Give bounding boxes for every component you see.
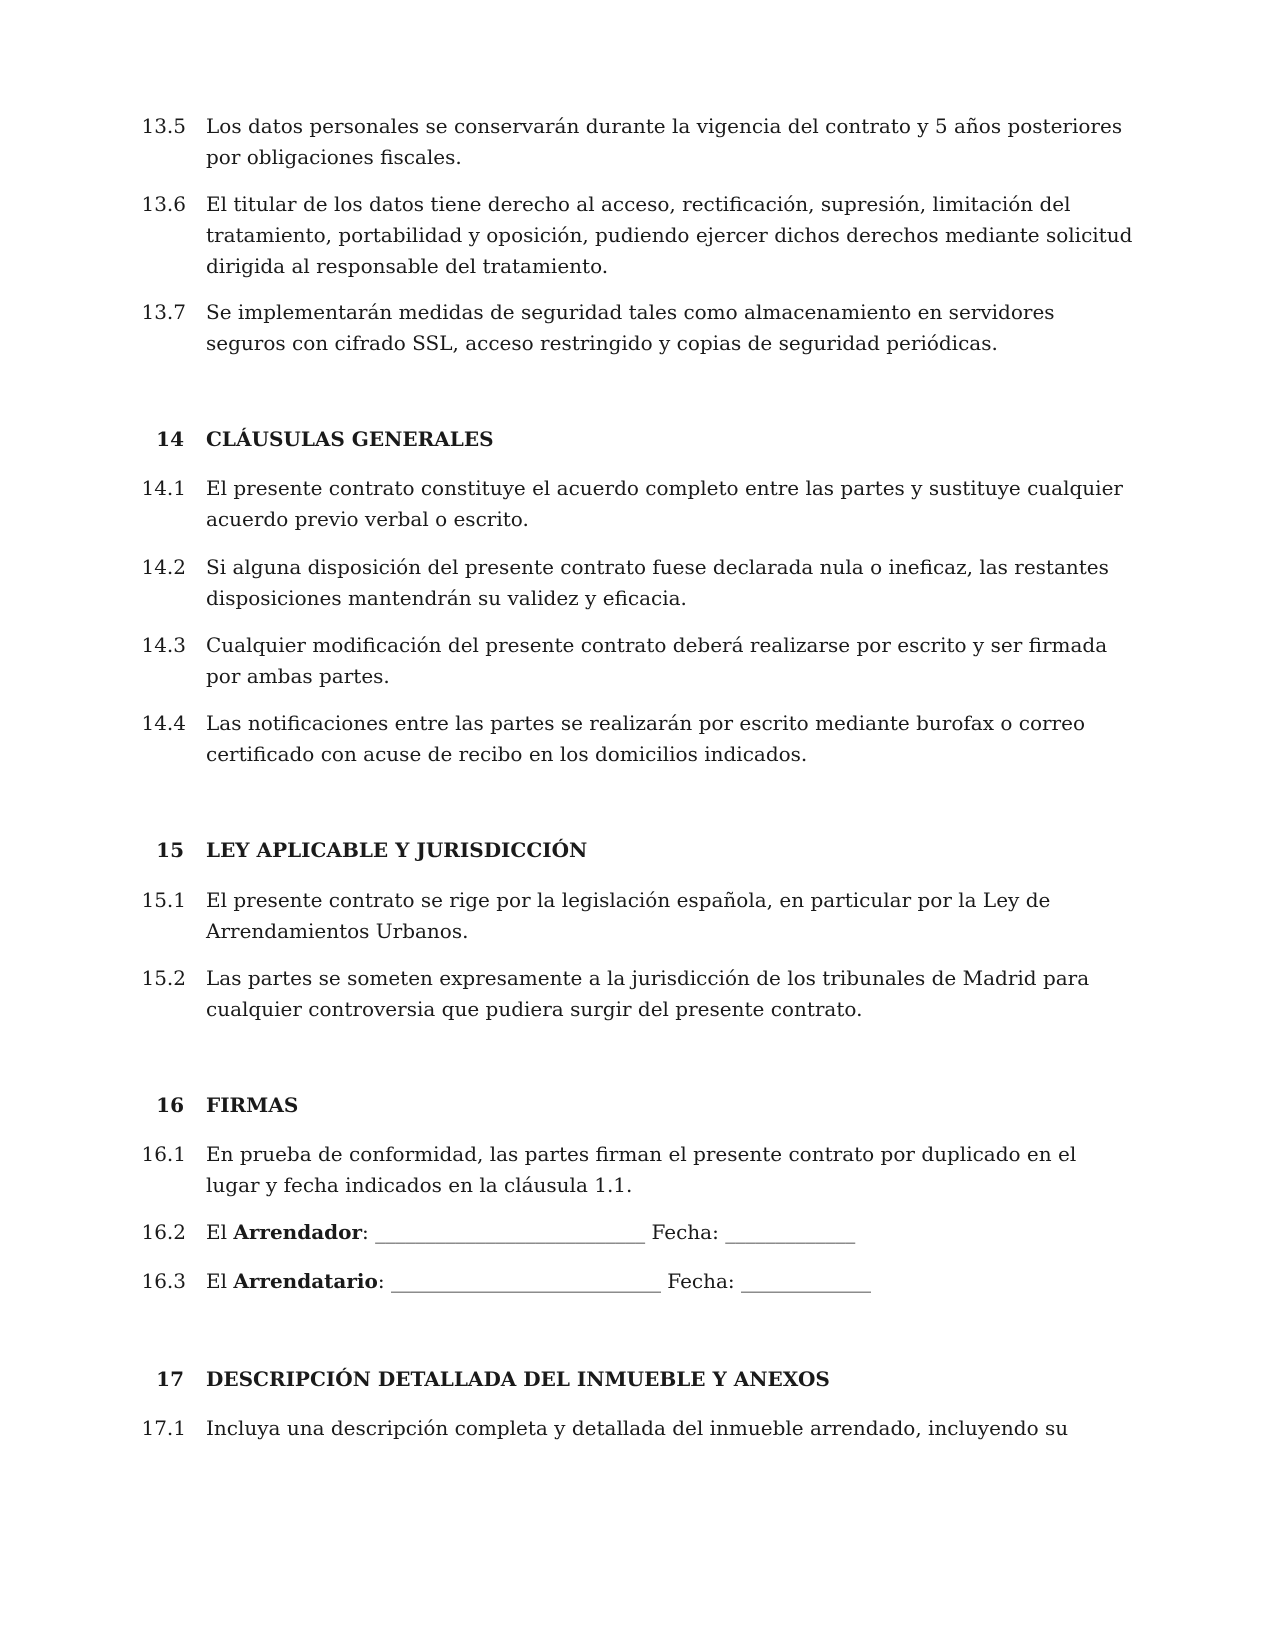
- clause-number: 14.1: [141, 476, 186, 500]
- clause-text: Incluya una descripción completa y detallada del inmueble arrendado, incluyendo su: [206, 1416, 1069, 1440]
- section-title: FIRMAS: [206, 1093, 299, 1117]
- clause-text: Las partes se someten expresamente a la jurisdicción de los tribunales de Madrid para cualquier controversia que pudiera surgir del presente contrato.: [206, 966, 1090, 1021]
- section-number: 17: [156, 1367, 184, 1391]
- clause-number: 14.2: [141, 555, 186, 579]
- clause-text: Las notificaciones entre las partes se realizarán por escrito mediante burofax o correo certificado con acuse de recibo en los domicilios indicados.: [206, 711, 1085, 766]
- date-blank: Fecha: _____________: [651, 1220, 856, 1244]
- clause-text: El presente contrato constituye el acuerdo completo entre las partes y sustituye cualquier acuerdo previo verbal o escrito.: [206, 476, 1123, 531]
- clause-number: 16.2: [141, 1220, 186, 1244]
- section-number: 16: [156, 1093, 184, 1117]
- clause-number: 15.2: [141, 966, 186, 990]
- clause-text: Cualquier modificación del presente contrato deberá realizarse por escrito y ser firmada por ambas partes.: [206, 633, 1108, 688]
- clause-number: 16.3: [141, 1269, 186, 1293]
- section-title: DESCRIPCIÓN DETALLADA DEL INMUEBLE Y ANEXOS: [206, 1367, 830, 1391]
- date-blank: Fecha: _____________: [667, 1269, 872, 1293]
- signature-line-landlord: [206, 1217, 1136, 1248]
- clause-number: 14.3: [141, 633, 186, 657]
- clause-number: 13.7: [141, 300, 186, 324]
- clause-text: En prueba de conformidad, las partes firman el presente contrato por duplicado en el lugar y fecha indicados en la cláusula 1.1.: [206, 1142, 1077, 1197]
- signature-prefix: El: [206, 1220, 234, 1244]
- signature-blank: : ___________________________: [362, 1220, 652, 1244]
- signature-line-tenant: [206, 1266, 1136, 1297]
- clause-text: Los datos personales se conservarán durante la vigencia del contrato y 5 años posteriores por obligaciones fiscales.: [206, 114, 1123, 169]
- signature-blank: : ___________________________: [377, 1269, 668, 1293]
- clause-text: El titular de los datos tiene derecho al acceso, rectificación, supresión, limitación del tratamiento, portabilidad y oposición, pudiendo ejercer dichos derechos mediante solicitud dirigida al responsable del tratamiento.: [206, 192, 1133, 278]
- clause-number: 13.6: [141, 192, 186, 216]
- party-name-tenant: Arrendatario: [233, 1269, 378, 1293]
- clause-number: 14.4: [141, 711, 186, 735]
- party-name-landlord: Arrendador: [233, 1220, 363, 1244]
- section-title: CLÁUSULAS GENERALES: [206, 427, 494, 451]
- signature-prefix: El: [206, 1269, 234, 1293]
- clause-number: 13.5: [141, 114, 186, 138]
- clause-number: 17.1: [141, 1416, 186, 1440]
- clause-text: El presente contrato se rige por la legislación española, en particular por la Ley de Arrendamientos Urbanos.: [206, 888, 1051, 943]
- clause-text: Si alguna disposición del presente contrato fuese declarada nula o ineficaz, las restantes disposiciones mantendrán su validez y eficacia.: [206, 555, 1109, 610]
- clause-number: 16.1: [141, 1142, 186, 1166]
- clause-text: Se implementarán medidas de seguridad tales como almacenamiento en servidores seguros con cifrado SSL, acceso restringido y copias de seguridad periódicas.: [206, 300, 1055, 355]
- section-title: LEY APLICABLE Y JURISDICCIÓN: [206, 838, 588, 862]
- section-number: 15: [156, 838, 184, 862]
- section-number: 14: [156, 427, 184, 451]
- clause-number: 15.1: [141, 888, 186, 912]
